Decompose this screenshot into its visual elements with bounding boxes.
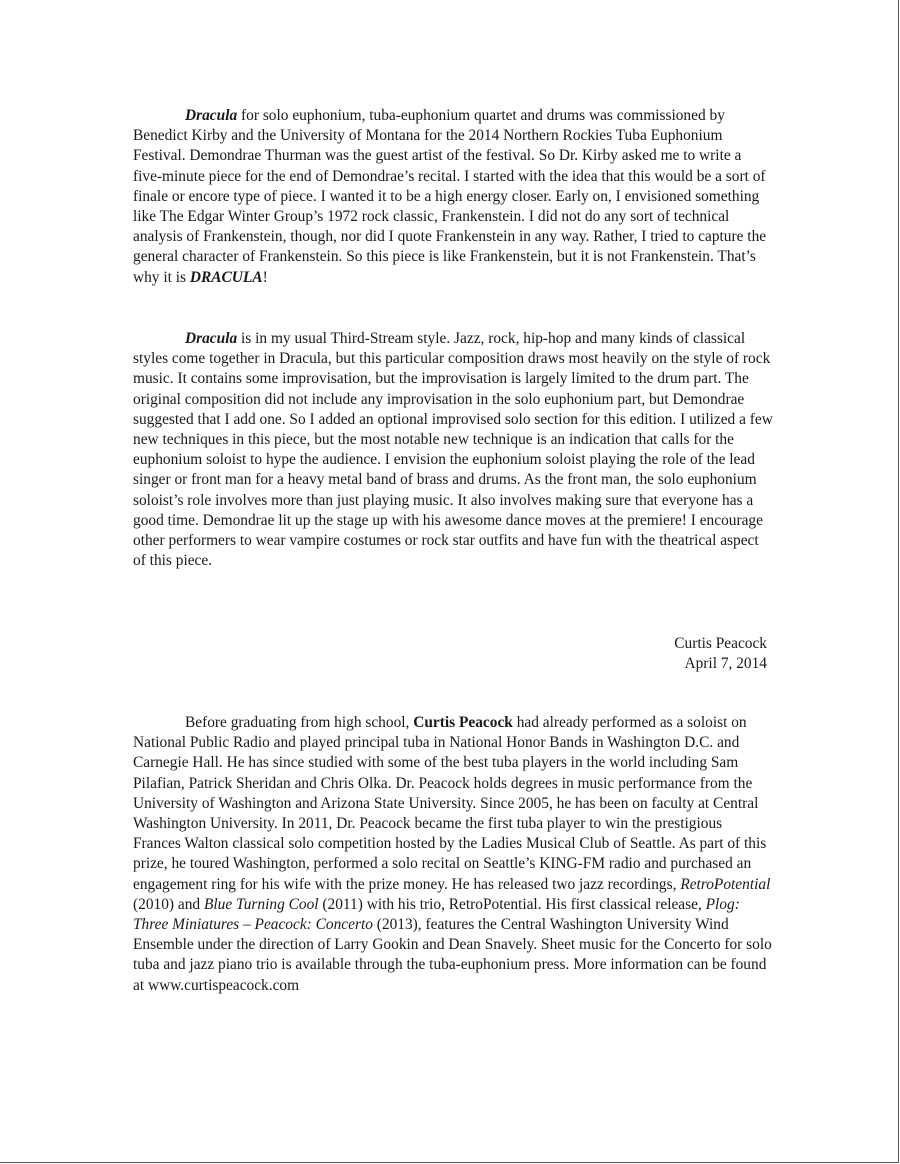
- paragraph-text: for solo euphonium, tuba-euphonium quartet and drums was commissioned by Benedict Kirby and the University of Montana for the 2014 Northern Rockies Tuba Euphonium Festival. Demondrae Thurman was the guest artist of the festival. So Dr. Kirby asked me to write a five-minute piece for the end of Demondrae’s recital. I started with the idea that this would be a sort of finale or encore type of piece. I wanted it to be a high energy closer. Early on, I envisioned something like The Edgar Winter Group’s 1972 rock classic, Frankenstein. I did not do any sort of technical analysis of Frankenstein, though, nor did I quote Frankenstein in any way. Rather, I tried to capture the general character of Frankenstein. So this piece is like Frankenstein, but it is not Frankenstein. That’s why it is: [133, 107, 767, 286]
- paragraph-text-end: !: [262, 268, 268, 286]
- paragraph-text: is in my usual Third-Stream style. Jazz, rock, hip-hop and many kinds of classical styles come together in Dracula, but this particular composition draws most heavily on the style of rock music. It contains some improvisation, but the improvisation is largely limited to the drum part. The original composition did not include any improvisation in the solo euphonium part, but Demondrae suggested that I add one. So I added an optional improvised solo section for this edition. I utilized a few new techniques in this piece, but the most notable new technique is an indication that calls for the euphonium soloist to hype the audience. I envision the euphonium soloist playing the role of the lead singer or front man for a heavy metal band of brass and drums. As the front man, the solo euphonium soloist’s role involves more than just playing music. It also involves making sure that everyone has a good time. Demondrae lit up the stage up with his awesome dance moves at the premiere! I encourage other performers to wear vampire costumes or rock star outfits and have fun with the theatrical aspect of this piece.: [133, 330, 773, 570]
- piece-title: Dracula: [185, 107, 238, 124]
- bio-text: (2010) and: [133, 895, 204, 913]
- signature-name: Curtis Peacock: [674, 635, 767, 652]
- signature-block: [674, 634, 767, 674]
- album-title: Plog: Three Miniatures – Peacock: Concerto: [133, 895, 740, 934]
- signature-date: April 7, 2014: [684, 655, 767, 673]
- bio-text: had already performed as a soloist on National Public Radio and played principal tuba in National Honor Bands in Washington D.C. and Carnegie Hall. He has since studied with some of the best tuba players in the world including Sam Pilafian, Patrick Sheridan and Chris Olka. Dr. Peacock holds degrees in music performance from the University of Washington and Arizona State University. Since 2005, he has been on faculty at Central Washington University. In 2011, Dr. Peacock became the first tuba player to win the prestigious Frances Walton classical solo competition hosted by the Ladies Musical Club of Seattle. As part of this prize, he toured Washington, performed a solo recital on Seattle’s KING-FM radio and purchased an engagement ring for his wife with the prize money. He has released two jazz recordings,: [133, 714, 767, 893]
- bio-text: (2011) with his trio, RetroPotential. His first classical release,: [318, 895, 706, 913]
- program-note-paragraph-1: [133, 106, 773, 288]
- album-title: RetroPotential: [680, 875, 771, 893]
- program-note-paragraph-2: [133, 329, 773, 571]
- bio-name: Curtis Peacock: [413, 714, 513, 731]
- piece-title: Dracula: [185, 330, 238, 347]
- album-title: Blue Turning Cool: [203, 895, 319, 913]
- bio-text: (2013), features the Central Washington University Wind Ensemble under the direction of Larry Gookin and Dean Snavely. Sheet music for the Concerto for solo tuba and jazz piano trio is available through the tuba-euphonium press. More information can be found at www.curtispeacock.com: [133, 916, 772, 994]
- biography-paragraph: [133, 713, 773, 996]
- piece-title-caps: DRACULA: [189, 268, 263, 286]
- bio-intro: Before graduating from high school,: [185, 714, 414, 731]
